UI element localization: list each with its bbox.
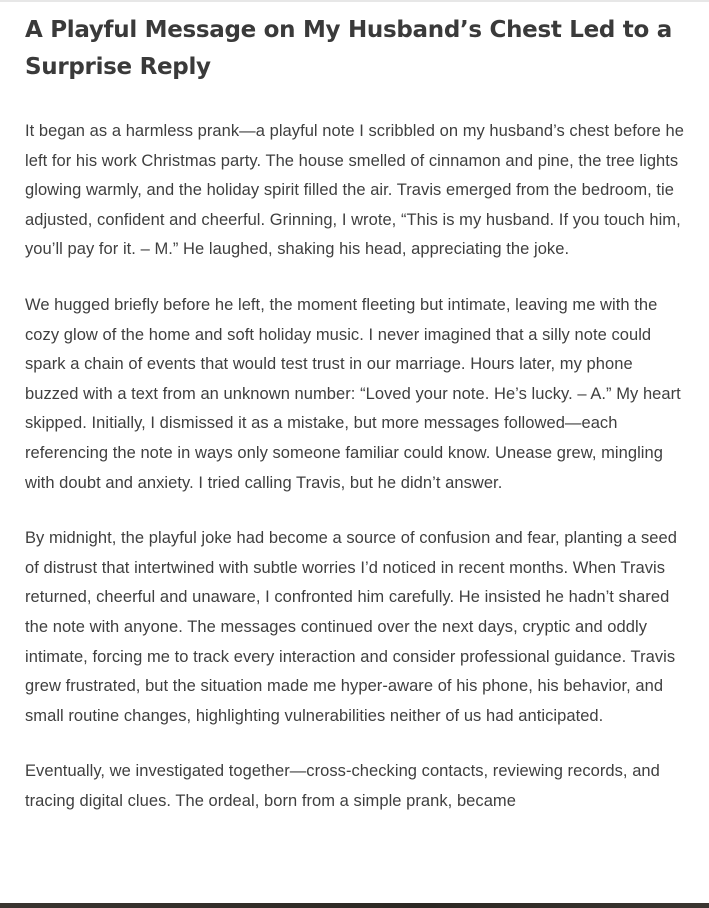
paragraph-3: By midnight, the playful joke had become a source of confusion and fear, planting a seed of distrust that intertwined with subtle worries I’d noticed in recent months. When Travis returned, cheerful and unaware, I confronted him carefully. He insisted he hadn’t shared the note with anyone. The messages continued over the next days, cryptic and oddly intimate, forcing me to track every interaction and consider professional guidance. Travis grew frustrated, but the situation made me hyper-aware of his phone, his behavior, and small routine changes, highlighting vulnerabilities neither of us had anticipated. [25, 529, 677, 725]
paragraph-2: We hugged briefly before he left, the moment fleeting but intimate, leaving me with the cozy glow of the home and soft holiday music. I never imagined that a silly note could spark a chain of events that would test trust in our marriage. Hours later, my phone buzzed with a text from an unknown number: “Loved your note. He’s lucky. – A.” My heart skipped. Initially, I dismissed it as a mistake, but more messages followed—each referencing the note in ways only someone familiar could know. Unease grew, mingling with doubt and anxiety. I tried calling Travis, but he didn’t answer. [25, 295, 681, 492]
top-divider [0, 0, 709, 2]
article [25, 12, 685, 842]
paragraph-4: Eventually, we investigated together—cross-checking contacts, reviewing records, and tracing digital clues. The ordeal, born from a simple prank, became [25, 762, 660, 810]
paragraph-1: It began as a harmless prank—a playful note I scribbled on my husband’s chest before he left for his work Christmas party. The house smelled of cinnamon and pine, the tree lights glowing warmly, and the holiday spirit filled the air. Travis emerged from the bedroom, tie adjusted, confident and cheerful. Grinning, I wrote, “This is my husband. If you touch him, you’ll pay for it. – M.” He laughed, shaking his head, appreciating the joke. [25, 122, 684, 259]
bottom-edge-bar [0, 903, 709, 908]
article-body [25, 117, 685, 816]
article-title: A Playful Message on My Husband’s Chest Led to a Surprise Reply [25, 17, 672, 80]
